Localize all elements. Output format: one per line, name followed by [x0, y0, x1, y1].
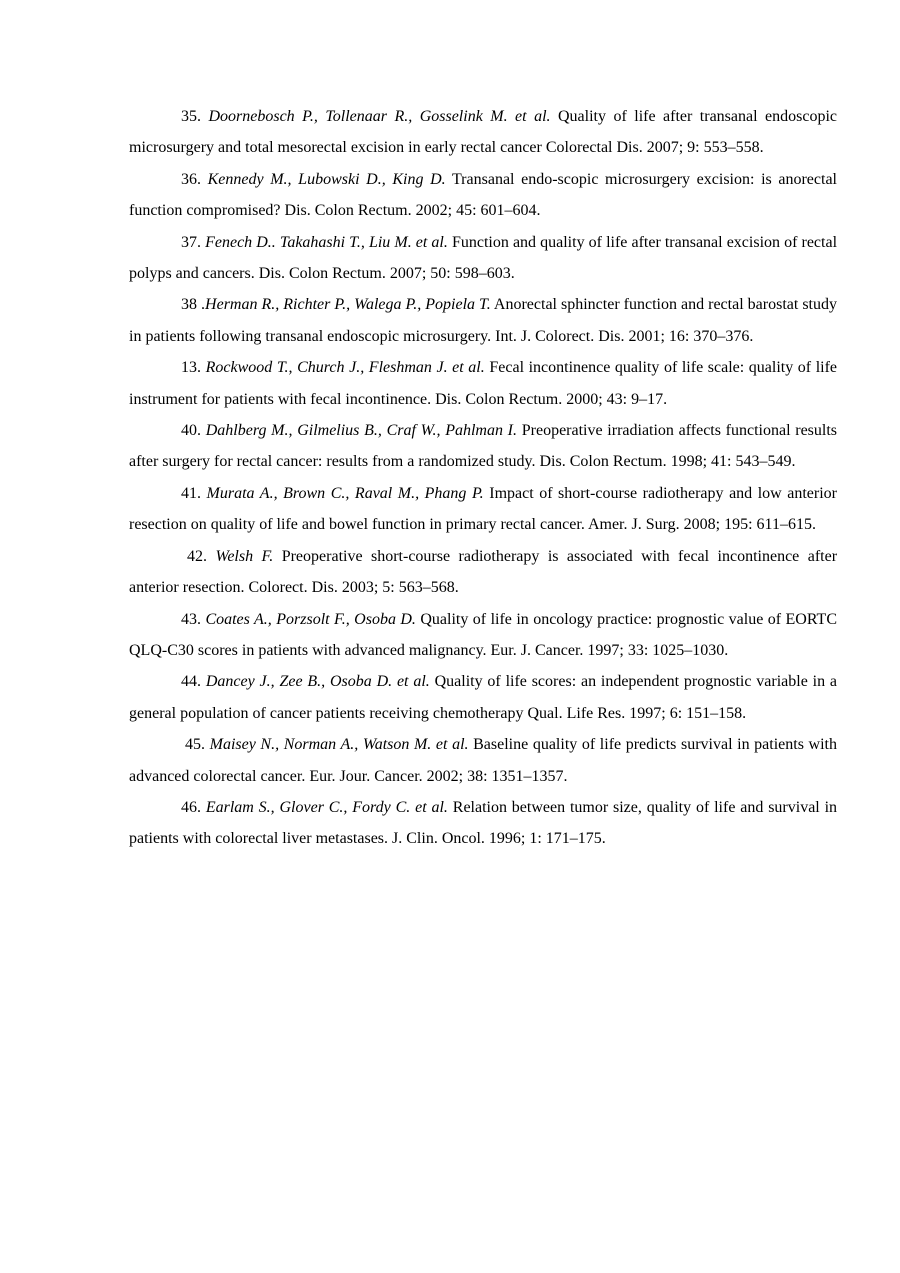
reference-text: Impact of short-course radiotherapy and low anterior resection on quality of life and bowel function in primary rectal cancer. Amer. J. Surg. 2008; 195: 611–615.: [129, 484, 838, 534]
reference-list: [129, 101, 837, 855]
reference-text: Fecal incontinence quality of life scale: quality of life instrument for patients with fecal incontinence. Dis. Colon Rectum. 2000; 43: 9–17.: [129, 359, 838, 408]
reference-item: [129, 415, 837, 478]
reference-number: 45.: [185, 736, 205, 754]
reference-item: [129, 604, 837, 667]
reference-authors: Herman R., Richter P., Walega P., Popiela T.: [205, 296, 491, 314]
reference-authors: Rockwood T., Church J., Fleshman J. et al.: [205, 359, 485, 377]
reference-item: [129, 666, 837, 729]
reference-number: 40.: [181, 422, 201, 440]
reference-item: [129, 101, 837, 164]
reference-authors: Coates A., Porzsolt F., Osoba D.: [205, 610, 416, 628]
reference-text: Baseline quality of life predicts survival in patients with advanced colorectal cancer. Eur. Jour. Cancer. 2002; 38: 1351–1357.: [129, 736, 838, 785]
reference-item: [129, 164, 837, 227]
reference-authors: Welsh F.: [215, 547, 274, 565]
reference-number: 41.: [181, 484, 201, 502]
reference-number: 44.: [181, 673, 201, 691]
reference-number: 38 .: [181, 296, 206, 314]
reference-text: Preoperative irradiation affects functional results after surgery for rectal cancer: results from a randomized study. Dis. Colon Rectum. 1998; 41: 543–549.: [129, 422, 838, 471]
reference-authors: Fenech D.. Takahashi T., Liu M. et al.: [205, 233, 448, 251]
reference-text: Relation between tumor size, quality of life and survival in patients with colorectal liver metastases. J. Clin. Oncol. 1996; 1: 171–175.: [129, 798, 838, 848]
reference-number: 13.: [181, 359, 201, 377]
reference-item: [129, 478, 837, 541]
reference-authors: Kennedy M., Lubowski D., King D.: [207, 170, 446, 188]
reference-authors: Murata A., Brown C., Raval M., Phang P.: [206, 484, 484, 502]
reference-authors: Doornebosch P., Tollenaar R., Gosselink M. et al.: [208, 108, 551, 125]
reference-item: [129, 541, 837, 604]
reference-number: 35.: [181, 108, 201, 125]
reference-authors: Maisey N., Norman A., Watson M. et al.: [209, 736, 469, 754]
reference-item: [129, 792, 837, 855]
reference-number: 42.: [187, 547, 207, 565]
reference-text: Transanal endo-scopic microsurgery excision: is anorectal function compromised? Dis. Colon Rectum. 2002; 45: 601–604.: [129, 170, 837, 220]
reference-text: Quality of life after transanal endoscopic microsurgery and total mesorectal excision in early rectal cancer Colorectal Dis. 2007; 9: 553–558.: [129, 108, 837, 157]
reference-text: Anorectal sphincter function and rectal barostat study in patients following transanal endoscopic microsurgery. Int. J. Colorect. Dis. 2001; 16: 370–376.: [129, 296, 838, 345]
reference-number: 43.: [181, 610, 201, 628]
reference-text: Quality of life in oncology practice: prognostic value of EORTC QLQ-C30 scores in patients with advanced malignancy. Eur. J. Cancer. 1997; 33: 1025–1030.: [129, 610, 837, 659]
reference-number: 46.: [181, 798, 201, 816]
reference-authors: Earlam S., Glover C., Fordy C. et al.: [205, 798, 448, 816]
reference-item: [129, 729, 837, 792]
reference-item: [129, 227, 837, 290]
reference-item: [129, 289, 837, 352]
reference-number: 37.: [181, 233, 201, 251]
reference-authors: Dahlberg M., Gilmelius B., Craf W., Pahlman I.: [205, 422, 518, 440]
reference-text: Function and quality of life after transanal excision of rectal polyps and cancers. Dis. Colon Rectum. 2007; 50: 598–603.: [129, 233, 838, 283]
reference-item: [129, 352, 837, 415]
reference-number: 36.: [181, 170, 201, 188]
reference-text: Quality of life scores: an independent prognostic variable in a general population of cancer patients receiving chemotherapy Qual. Life Res. 1997; 6: 151–158.: [129, 673, 838, 722]
reference-text: Preoperative short-course radiotherapy is associated with fecal incontinence after anterior resection. Colorect. Dis. 2003; 5: 563–568.: [129, 547, 838, 597]
reference-authors: Dancey J., Zee B., Osoba D. et al.: [205, 673, 430, 691]
